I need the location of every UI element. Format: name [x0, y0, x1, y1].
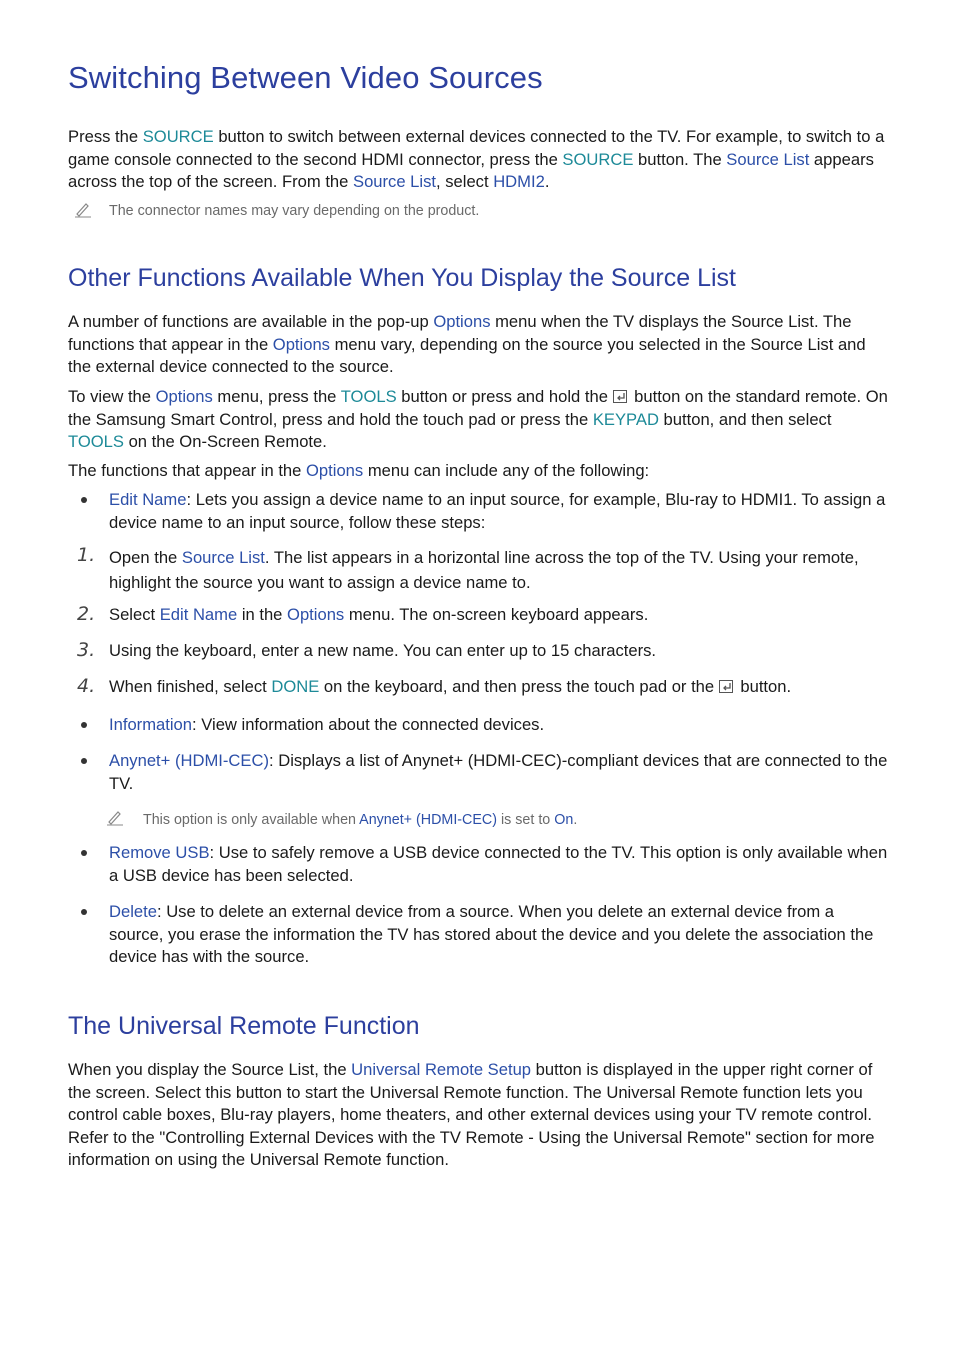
page-title: Switching Between Video Sources [68, 60, 543, 95]
intro-paragraph: Press the SOURCE button to switch between external devices connected to the TV. For example, to switch to a game console connected to the second HDMI connector, press the SOURCE button. The Source List appears across the top of the screen. From the Source List, select HDMI2. [68, 127, 885, 191]
step-number: 1. [77, 544, 96, 566]
list-item-delete: Delete: Use to delete an external device from a source. When you delete an external device from a source, you erase the information the TV has stored about the device and you delete the association the device has with the source. [109, 902, 874, 966]
source-key: SOURCE [142, 127, 214, 146]
bullet [81, 722, 87, 728]
pencil-note-icon [106, 808, 124, 826]
section-heading-other-functions: Other Functions Available When You Display the Source List [68, 264, 736, 292]
hdmi2-link: HDMI2 [493, 172, 545, 191]
list-item-edit-name: Edit Name: Lets you assign a device name to an input source, for example, Blu-ray to HDMI1. To assign a device name to an input source, follow these steps: [109, 490, 886, 532]
universal-remote-paragraph: When you display the Source List, the Universal Remote Setup button is displayed in the upper right corner of the screen. Select this button to start the Universal Remote function. The Universal Remote function lets you control cable boxes, Blu-ray players, home theaters, and other external devices using your TV remote control. Refer to the "Controlling External Devices with the TV Remote - Using the Universal Remote" section for more information on using the Universal Remote function. [68, 1060, 875, 1169]
bullet [81, 850, 87, 856]
step-4: When finished, select DONE on the keyboard, and then press the touch pad or the button. [109, 677, 792, 696]
options-link: Options [433, 312, 491, 331]
options-link: Options [272, 334, 330, 354]
step-number: 2. [77, 603, 96, 625]
source-list-link: Source List [726, 149, 810, 169]
section-heading-universal-remote: The Universal Remote Function [68, 1012, 420, 1040]
list-item-remove-usb: Remove USB: Use to safely remove a USB device connected to the TV. This option is only available when a USB device has been selected. [109, 843, 888, 885]
edit-name-label: Edit Name [109, 490, 187, 509]
source-key: SOURCE [562, 149, 634, 169]
functions-list-intro: The functions that appear in the Options menu can include any of the following: [68, 461, 650, 480]
bullet [81, 758, 87, 764]
anynet-note: This option is only available when Anynet+ (HDMI-CEC) is set to On. [143, 812, 578, 828]
universal-remote-setup-link: Universal Remote Setup [351, 1060, 532, 1079]
tools-key: TOOLS [340, 387, 397, 406]
options-intro-paragraph: A number of functions are available in the pop-up Options menu when the TV displays the Source List. The functions that appear in the Options menu vary, depending on the source you selected in the Source List and the external device connected to the source. [68, 312, 866, 376]
tools-key: TOOLS [68, 432, 124, 451]
source-list-link: Source List [353, 172, 437, 191]
step-2: Select Edit Name in the Options menu. The on-screen keyboard appears. [109, 605, 649, 624]
step-number: 3. [77, 639, 96, 661]
list-item-information: Information: View information about the connected devices. [109, 715, 545, 734]
step-1: Open the Source List. The list appears in a horizontal line across the top of the TV. Using your remote, highlight the source you want to assign a device name to. [109, 548, 859, 592]
pencil-note-icon [74, 200, 92, 218]
bullet [81, 909, 87, 915]
view-options-paragraph: To view the Options menu, press the TOOLS button or press and hold the button on the standard remote. On the Samsung Smart Control, press and hold the touch pad or press the KEYPAD button, and then select TOOLS on the On-Screen Remote. [68, 387, 888, 451]
options-link: Options [155, 387, 213, 406]
intro-note: The connector names may vary depending on the product. [109, 203, 480, 219]
enter-button-icon [719, 680, 736, 693]
keypad-key: KEYPAD [592, 409, 659, 429]
enter-button-icon [613, 390, 630, 403]
step-number: 4. [77, 675, 96, 697]
step-3: Using the keyboard, enter a new name. You can enter up to 15 characters. [109, 641, 657, 660]
bullet [81, 497, 87, 503]
list-item-anynet: Anynet+ (HDMI-CEC): Displays a list of Anynet+ (HDMI-CEC)-compliant devices that are connected to the TV. [109, 751, 888, 793]
options-link: Options [306, 461, 364, 480]
